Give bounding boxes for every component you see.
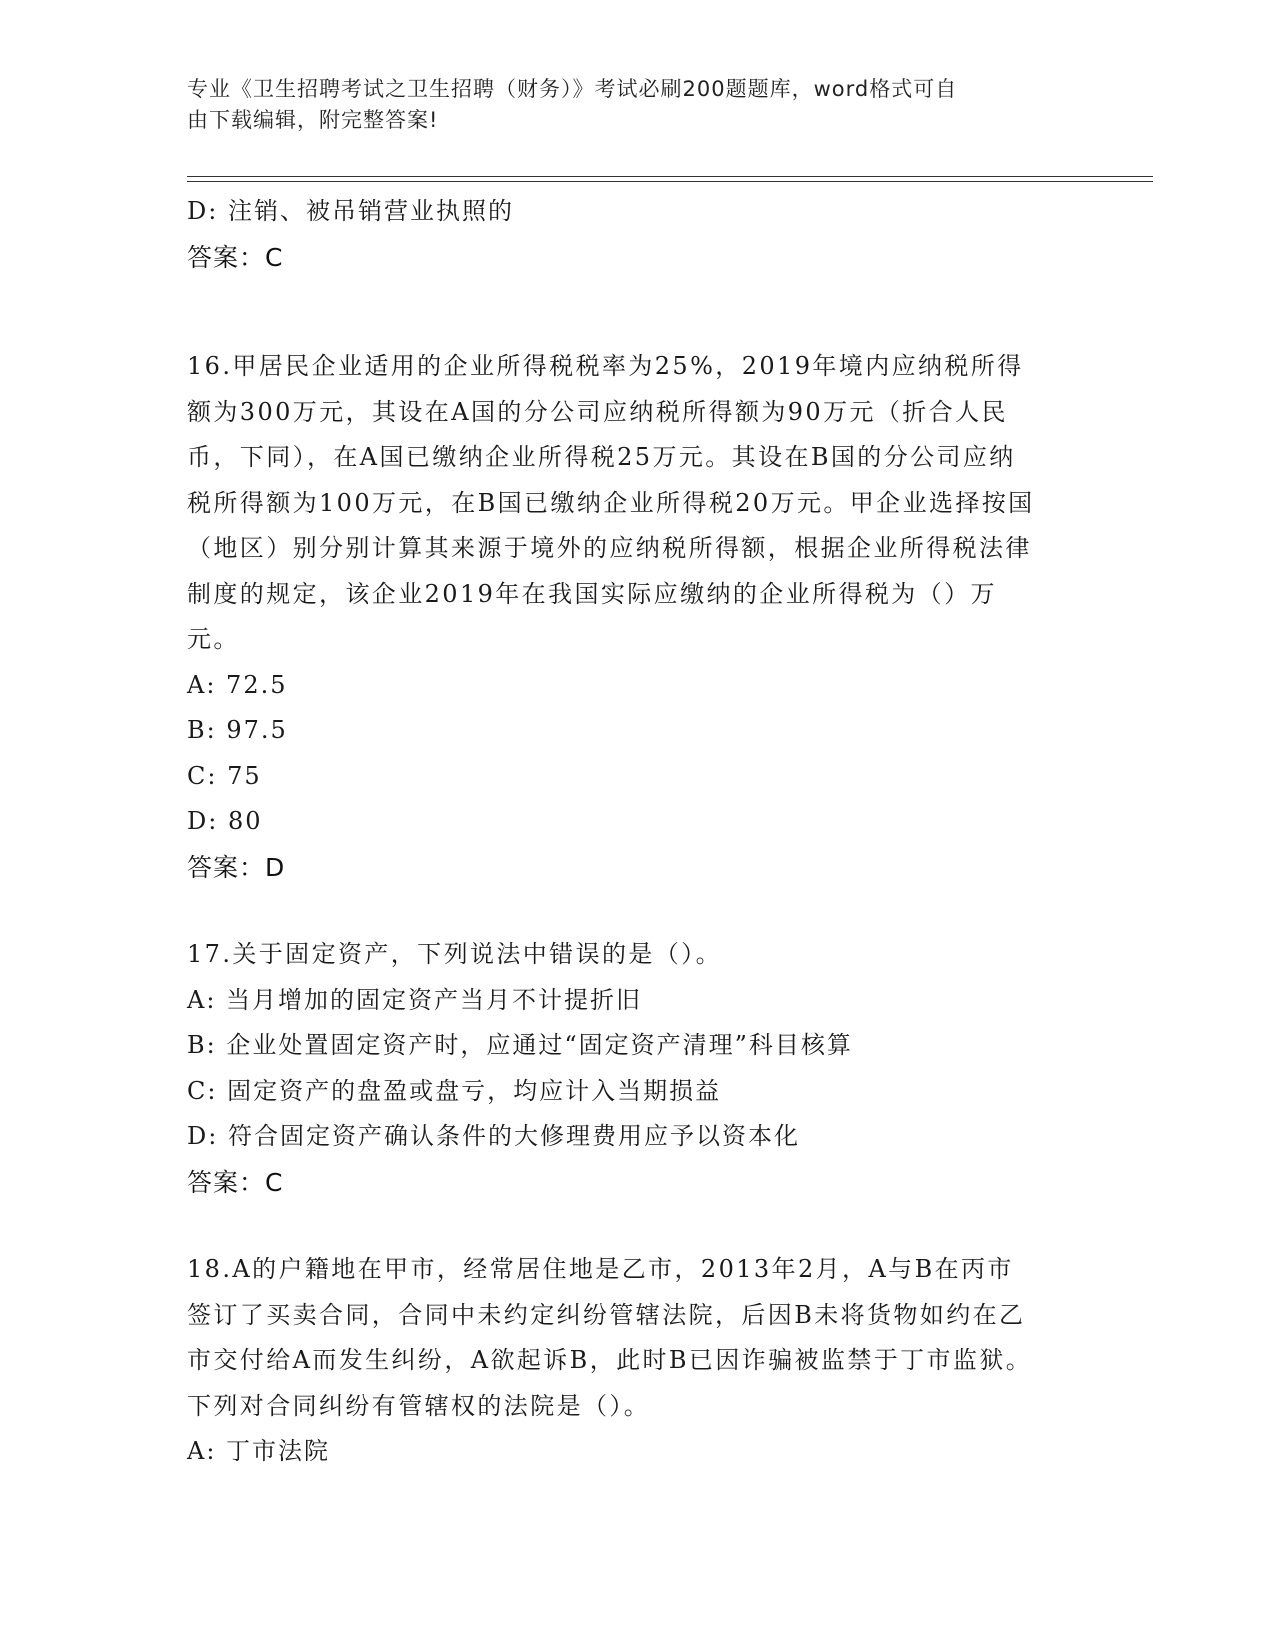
question-18 bbox=[187, 1247, 1087, 1475]
q16-option-d: D: 80 bbox=[187, 807, 263, 835]
header-divider-secondary bbox=[187, 181, 1153, 182]
header-line-1: 专业《卫生招聘考试之卫生招聘（财务）》考试必刷200题题库，word格式可自 bbox=[187, 77, 958, 101]
q16-option-b: B: 97.5 bbox=[187, 716, 288, 744]
question-15-tail bbox=[187, 189, 1087, 280]
header-divider bbox=[187, 176, 1153, 177]
q17-answer: 答案：C bbox=[187, 1167, 284, 1197]
document-body bbox=[187, 189, 1087, 1475]
q16-answer: 答案：D bbox=[187, 852, 286, 882]
q18-option-a: A: 丁市法院 bbox=[187, 1437, 331, 1465]
q16-option-c: C: 75 bbox=[187, 761, 262, 790]
q16-option-a: A: 72.5 bbox=[187, 670, 288, 699]
question-16 bbox=[187, 344, 1087, 890]
question-17 bbox=[187, 932, 1087, 1205]
q17-option-d: D: 符合固定资产确认条件的大修理费用应予以资本化 bbox=[187, 1122, 800, 1150]
q15-answer: 答案：C bbox=[187, 242, 284, 272]
q18-stem: 18.A的户籍地在甲市，经常居住地是乙市，2013年2月，A与B在丙市签订了买卖合同，合同中未约定纠纷管辖法院，后因B未将货物如约在乙市交付给A而发生纠纷，A欲起诉B，此时B已因诈骗被监禁于丁市监狱。下列对合同纠纷有管辖权的法院是（）。 bbox=[187, 1255, 1033, 1420]
q17-option-b: B: 企业处置固定资产时，应通过“固定资产清理”科目核算 bbox=[187, 1031, 853, 1059]
q17-stem: 17.关于固定资产，下列说法中错误的是（）。 bbox=[187, 940, 722, 968]
q17-option-a: A: 当月增加的固定资产当月不计提折旧 bbox=[187, 985, 643, 1014]
q15-option-d: D: 注销、被吊销营业执照的 bbox=[187, 197, 514, 225]
header-line-2: 由下载编辑，附完整答案! bbox=[187, 108, 439, 132]
document-header bbox=[187, 74, 1087, 136]
q16-stem: 16.甲居民企业适用的企业所得税税率为25%，2019年境内应纳税所得额为300万元，其设在A国的分公司应纳税所得额为90万元（折合人民币，下同），在A国已缴纳企业所得税25万元。其设在B国的分公司应纳税所得额为100万元，在B国已缴纳企业所得税20万元。甲企业选择按国（地区）别分别计算其来源于境外的应纳税所得额，根据企业所得税法律制度的规定，该企业2019年在我国实际应缴纳的企业所得税为（）万元。 bbox=[187, 352, 1035, 653]
q17-option-c: C: 固定资产的盘盈或盘亏，均应计入当期损益 bbox=[187, 1076, 722, 1105]
